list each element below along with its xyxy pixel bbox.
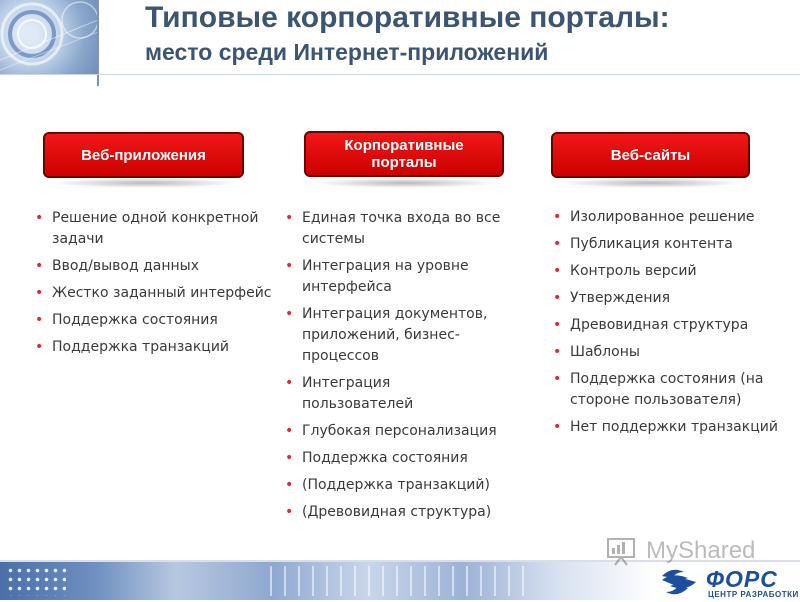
bullet: • xyxy=(35,285,44,301)
bullet: • xyxy=(35,312,44,328)
list-item xyxy=(280,421,502,442)
page-title: Типовые корпоративные порталы: xyxy=(145,1,670,34)
list-item-text: (Древовидная структура) xyxy=(302,504,492,520)
button-shadow xyxy=(312,178,498,188)
list-item xyxy=(280,208,502,250)
header-decoration xyxy=(0,0,98,74)
list-item xyxy=(280,304,502,367)
category-websites-button xyxy=(551,132,750,178)
abstract-circles-icon xyxy=(0,0,98,74)
bullet: • xyxy=(285,450,294,466)
list-item xyxy=(548,234,778,255)
list-item-text: Ввод/вывод данных xyxy=(52,258,199,274)
list-item-text: Решение одной конкретной задачи xyxy=(52,210,259,247)
bullet: • xyxy=(35,339,44,355)
bullet: • xyxy=(35,258,44,274)
list-item xyxy=(548,315,778,336)
category-label: Корпоративные порталы xyxy=(344,137,464,171)
list-item xyxy=(548,288,778,309)
bullet: • xyxy=(285,423,294,439)
list-item-text: Публикация контента xyxy=(570,236,733,252)
bullet: • xyxy=(285,210,294,226)
list-item-text: Поддержка состояния xyxy=(302,450,468,466)
list-item xyxy=(280,475,502,496)
list-item-text: Поддержка состояния (на стороне пользователя) xyxy=(570,371,764,408)
list-item-text: Единая точка входа во все системы xyxy=(302,210,501,247)
list-item xyxy=(30,337,280,358)
footer-stripes-pattern xyxy=(270,566,530,596)
bullet: • xyxy=(553,317,562,333)
bullet: • xyxy=(553,371,562,387)
bullet: • xyxy=(553,290,562,306)
category-label: Веб-сайты xyxy=(610,146,691,164)
fors-logo-icon xyxy=(658,566,702,598)
list-item xyxy=(548,369,778,411)
bullet: • xyxy=(285,306,294,322)
list-item xyxy=(30,256,280,277)
list-item xyxy=(280,448,502,469)
button-shadow xyxy=(50,178,240,188)
list-item-text: Шаблоны xyxy=(570,344,640,360)
logo-subtitle: ЦЕНТР РАЗРАБОТКИ xyxy=(708,590,799,599)
list-item-text: Интеграция пользователей xyxy=(302,375,414,412)
bullet: • xyxy=(553,263,562,279)
bullet: • xyxy=(553,344,562,360)
list-item-text: Поддержка состояния xyxy=(52,312,218,328)
list-item xyxy=(280,502,502,523)
company-logo xyxy=(658,566,798,598)
list-item xyxy=(30,208,280,250)
list-item-text: Нет поддержки транзакций xyxy=(570,419,778,435)
list-item xyxy=(30,310,280,331)
category-portals-button xyxy=(304,131,504,177)
category-label: Веб-приложения xyxy=(81,146,206,164)
bullet: • xyxy=(553,419,562,435)
list-item xyxy=(548,417,778,438)
logo-name: ФОРС xyxy=(706,566,778,592)
list-item xyxy=(280,373,502,415)
list-item-text: Древовидная структура xyxy=(570,317,749,333)
list-item xyxy=(548,207,778,228)
list-item-text: Интеграция на уровне интерфейса xyxy=(302,258,469,295)
bullet: • xyxy=(285,258,294,274)
websites-list xyxy=(548,207,778,444)
bullet: • xyxy=(285,375,294,391)
bullet: • xyxy=(553,236,562,252)
bullet: • xyxy=(553,209,562,225)
list-item-text: Жестко заданный интерфейс xyxy=(52,285,272,301)
list-item-text: Контроль версий xyxy=(570,263,697,279)
list-item-text: Утверждения xyxy=(570,290,671,306)
presentation-board-icon xyxy=(606,536,640,566)
watermark-text: MyShared xyxy=(646,537,756,564)
list-item-text: Изолированное решение xyxy=(570,209,755,225)
list-item xyxy=(30,283,280,304)
list-item xyxy=(548,261,778,282)
list-item-text: Поддержка транзакций xyxy=(52,339,230,355)
header-divider-horizontal xyxy=(0,74,800,75)
list-item xyxy=(548,342,778,363)
bullet: • xyxy=(35,210,44,226)
portals-list xyxy=(280,208,502,529)
web-apps-list xyxy=(30,208,280,364)
bullet: • xyxy=(285,477,294,493)
list-item-text: Интеграция документов, приложений, бизнес-процессов xyxy=(302,306,488,364)
footer-dots-pattern xyxy=(6,566,66,596)
watermark xyxy=(606,536,755,566)
list-item-text: Глубокая персонализация xyxy=(302,423,497,439)
category-web-apps-button xyxy=(43,132,244,178)
list-item-text: (Поддержка транзакций) xyxy=(302,477,490,493)
list-item xyxy=(280,256,502,298)
page-subtitle: место среди Интернет-приложений xyxy=(145,39,549,65)
button-shadow xyxy=(558,178,744,188)
bullet: • xyxy=(285,504,294,520)
